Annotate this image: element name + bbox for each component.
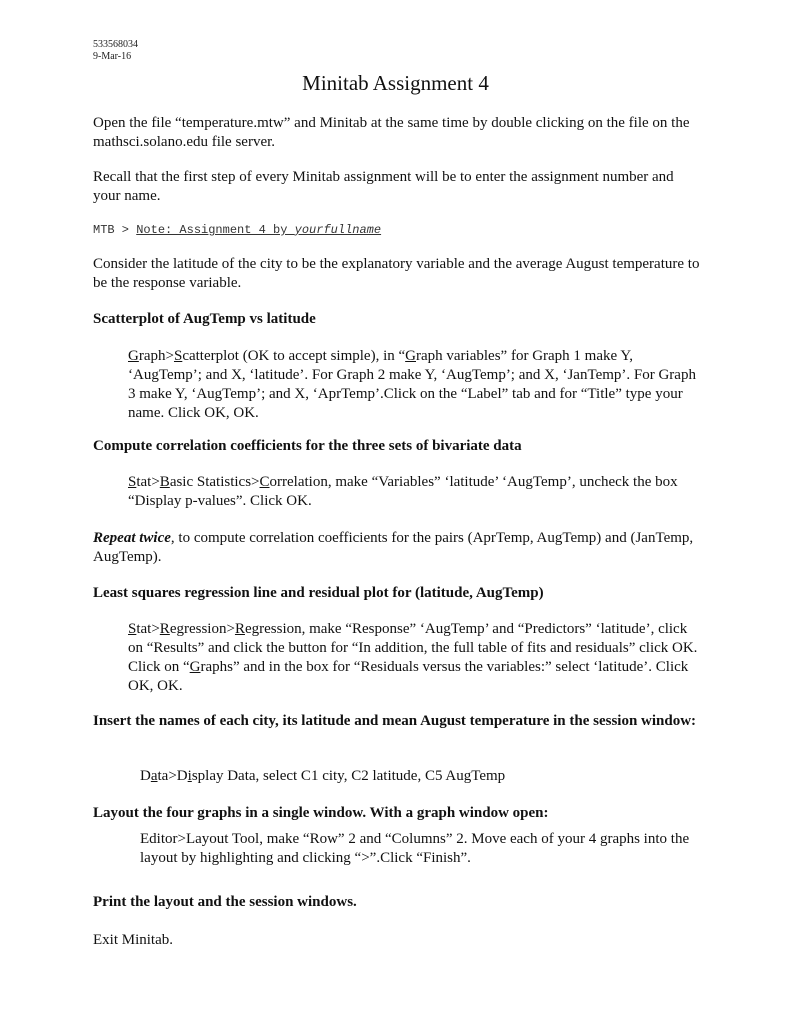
scatterplot-heading: Scatterplot of AugTemp vs latitude xyxy=(93,311,316,327)
mtb-prompt: MTB > xyxy=(93,223,137,237)
repeat-paragraph: Repeat twice, to compute correlation coefficients for the pairs (AprTemp, AugTemp) and (JanTemp, AugTemp). xyxy=(93,530,694,565)
print-instruction: Print the layout and the session windows. xyxy=(93,894,357,910)
mtb-command-line xyxy=(93,222,381,238)
insert-instructions: Data>Display Data, select C1 city, C2 latitude, C5 AugTemp xyxy=(140,768,506,784)
exit-instruction: Exit Minitab. xyxy=(93,932,173,948)
page-title: Minitab Assignment 4 xyxy=(302,71,489,95)
layout-instructions: Editor>Layout Tool, make “Row” 2 and “Columns” 2. Move each of your 4 graphs into the layout by highlighting and clicking “>”.Click “Finish”. xyxy=(140,831,690,866)
intro-recall-paragraph: Recall that the first step of every Minitab assignment will be to enter the assignment number and your name. xyxy=(93,169,674,204)
mtb-command-text: Note: Assignment 4 by yourfullname xyxy=(136,223,382,237)
layout-heading: Layout the four graphs in a single window. With a graph window open: xyxy=(93,805,549,821)
correlation-heading: Compute correlation coefficients for the three sets of bivariate data xyxy=(93,438,522,454)
consider-paragraph: Consider the latitude of the city to be the explanatory variable and the average August temperature to be the response variable. xyxy=(93,256,700,291)
document-id: 533568034 xyxy=(93,39,138,50)
correlation-instructions: Stat>Basic Statistics>Correlation, make “Variables” ‘latitude’ ‘AugTemp’, uncheck the box “Display p-values”. Click OK. xyxy=(128,474,678,509)
scatterplot-instructions: Graph>Scatterplot (OK to accept simple), in “Graph variables” for Graph 1 make Y, ‘AugTemp’; and X, ‘latitude’. For Graph 2 make Y, ‘AugTemp’; and X, ‘JanTemp’. For Graph 3 make Y, ‘AugTemp’; and X, ‘AprTemp’.Click on the “Label” tab and for “Title” type your name. Click OK, OK. xyxy=(128,348,696,421)
document-date: 9-Mar-16 xyxy=(93,51,132,62)
insert-heading: Insert the names of each city, its latitude and mean August temperature in the session window: xyxy=(93,713,697,729)
regression-instructions: Stat>Regression>Regression, make “Response” ‘AugTemp’ and “Predictors” ‘latitude’, click on “Results” and click the button for “In addition, the full table of fits and residuals” click OK. Click on “Graphs” and in the box for “Residuals versus the variables:” select ‘latitude’. Click OK, OK. xyxy=(128,621,698,694)
regression-heading: Least squares regression line and residual plot for (latitude, AugTemp) xyxy=(93,585,544,601)
intro-open-paragraph: Open the file “temperature.mtw” and Minitab at the same time by double clicking on the file on the mathsci.solano.edu file server. xyxy=(93,115,690,150)
